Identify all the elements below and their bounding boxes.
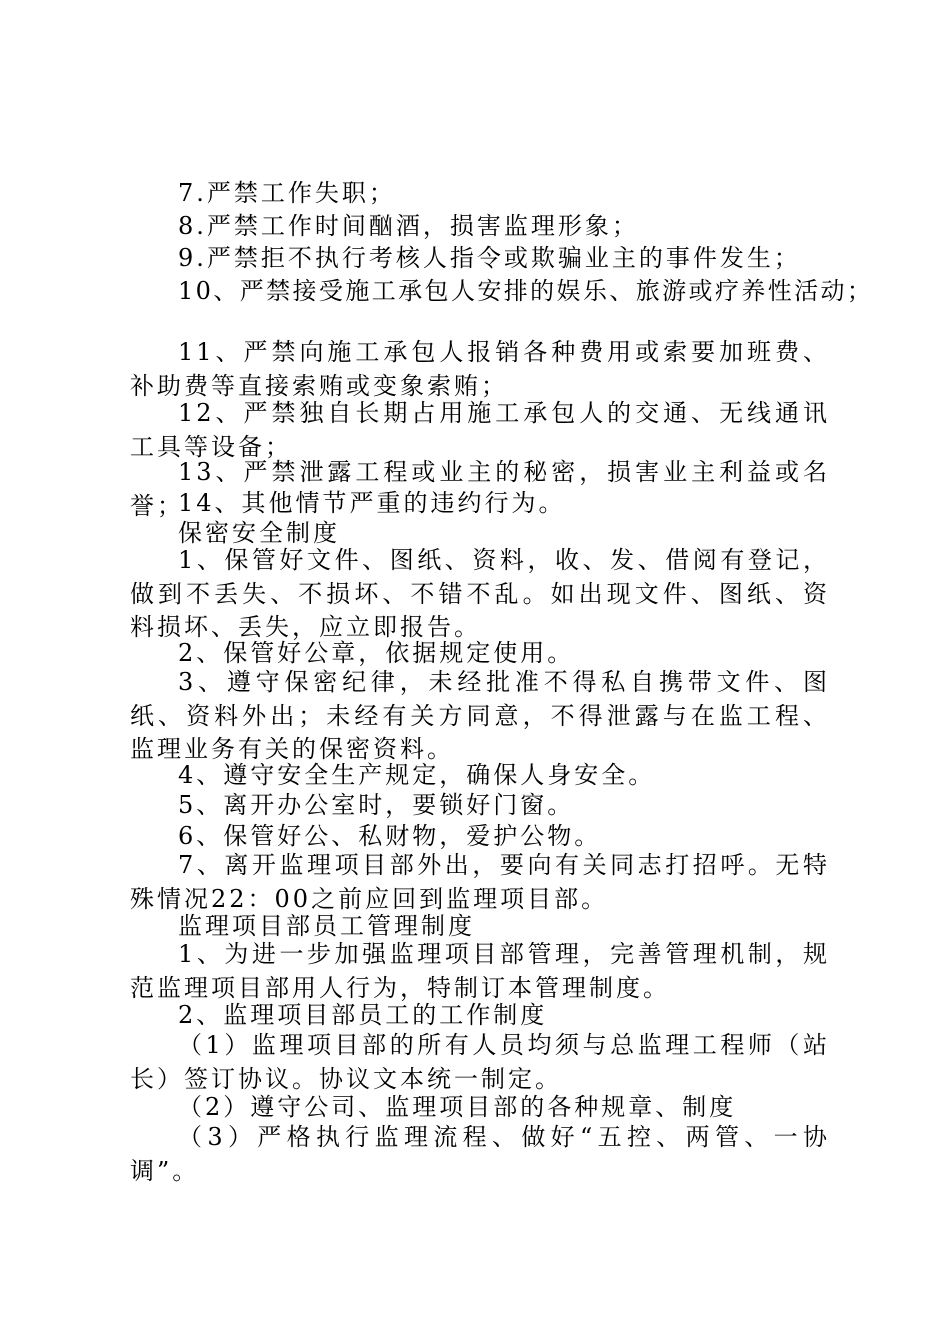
confidentiality-item-6: 6、保管好公、私财物，爱护公物。 (178, 822, 602, 850)
rule-item-11: 11、严禁向施工承包人报销各种费用或索要加班费、补助费等直接索贿或变象索贿； (130, 338, 830, 400)
rule-item-14: 14、其他情节严重的违约行为。 (178, 489, 566, 517)
rule-item-8: 8.严禁工作时间酗酒，损害监理形象； (178, 212, 639, 240)
confidentiality-item-2: 2、保管好公章，依据规定使用。 (178, 639, 575, 667)
confidentiality-item-1: 1、保管好文件、图纸、资料，收、发、借阅有登记，做到不丢失、不损坏、不错不乱。如出现文件、图纸、资料损坏、丢失，应立即报告。 (130, 546, 830, 642)
confidentiality-item-5: 5、离开办公室时，要锁好门窗。 (178, 791, 575, 819)
staff-subitem-2: （2）遵守公司、监理项目部的各种规章、制度 (178, 1093, 737, 1121)
rule-item-13: 13、严禁泄露工程或业主的秘密，损害业主利益或名誉； (130, 458, 830, 520)
staff-subitem-3: （3）严格执行监理流程、做好“五控、两管、一协调”。 (130, 1123, 830, 1185)
section-heading-staff-management: 监理项目部员工管理制度 (178, 912, 475, 940)
rule-item-7: 7.严禁工作失职； (178, 179, 396, 207)
confidentiality-item-3: 3、遵守保密纪律，未经批准不得私自携带文件、图纸、资料外出；未经有关方同意，不得泄露与在监工程、监理业务有关的保密资料。 (130, 668, 830, 764)
staff-item-1: 1、为进一步加强监理项目部管理，完善管理机制，规范监理项目部用人行为，特制订本管理制度。 (130, 940, 830, 1002)
confidentiality-item-7: 7、离开监理项目部外出，要向有关同志打招呼。无特殊情况22：00之前应回到监理项目部。 (130, 851, 830, 913)
confidentiality-item-4: 4、遵守安全生产规定，确保人身安全。 (178, 761, 656, 789)
rule-item-12: 12、严禁独自长期占用施工承包人的交通、无线通讯工具等设备； (130, 399, 830, 461)
rule-item-10: 10、严禁接受施工承包人安排的娱乐、旅游或疗养性活动； (178, 277, 874, 305)
staff-subitem-1: （1）监理项目部的所有人员均须与总监理工程师（站长）签订协议。协议文本统一制定。 (130, 1031, 830, 1093)
rule-item-9: 9.严禁拒不执行考核人指令或欺骗业主的事件发生； (178, 244, 801, 272)
section-heading-confidentiality: 保密安全制度 (178, 519, 340, 547)
staff-item-2: 2、监理项目部员工的工作制度 (178, 1001, 548, 1029)
